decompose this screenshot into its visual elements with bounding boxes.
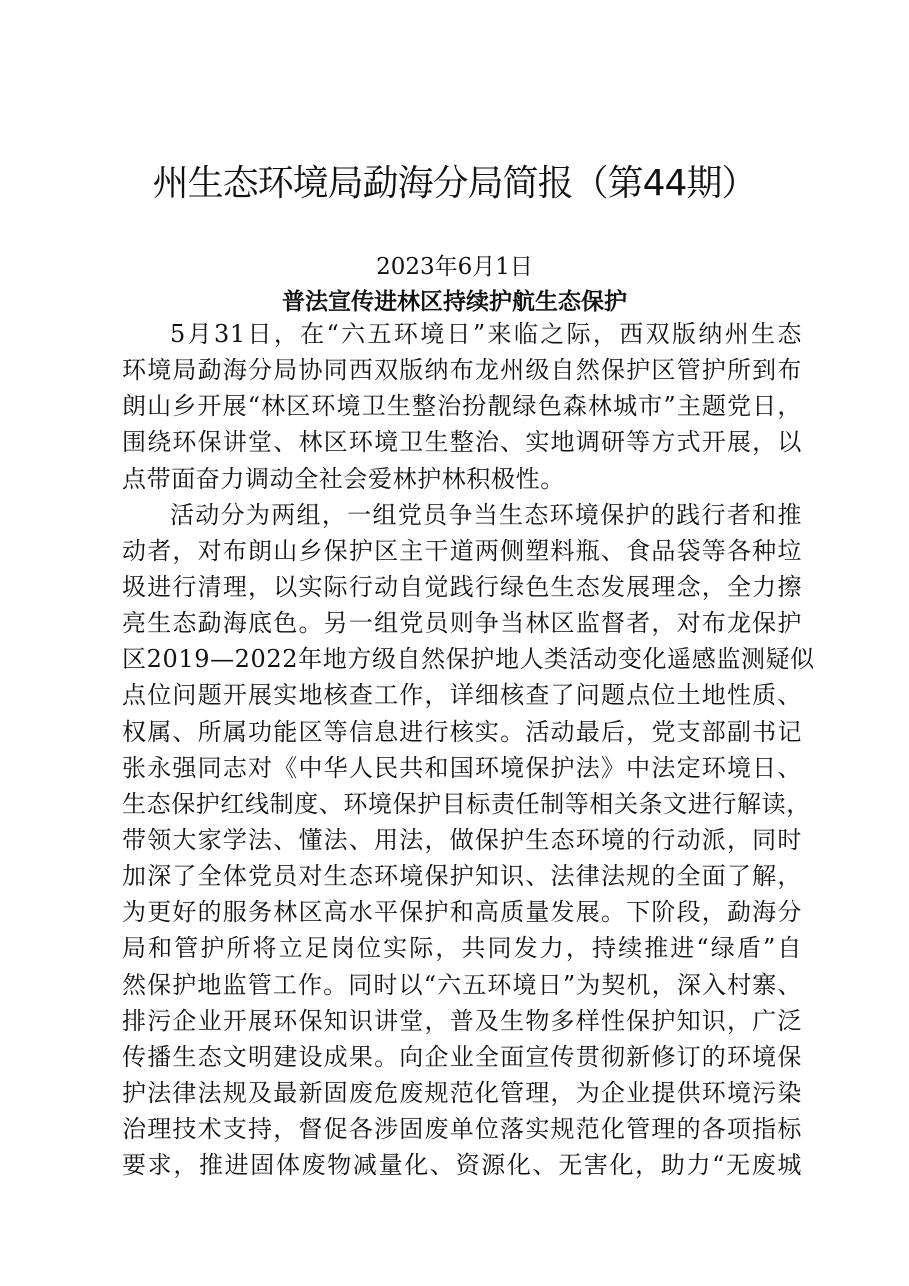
article-subtitle: 普法宣传进林区持续护航生态保护: [282, 288, 627, 315]
paragraph-1: [122, 316, 802, 497]
text-line: 要求，推进固体废物减量化、资源化、无害化，助力“无废城: [122, 1151, 802, 1180]
text-line: 环境局勐海分局协同西双版纳布龙州级自然保护区管护所到布: [122, 356, 802, 385]
paragraph-2: [122, 497, 815, 1184]
text-line: 局和管护所将立足岗位实际，共同发力，持续推进“绿盾”自: [122, 934, 802, 963]
text-line: 活动分为两组，一组党员争当生态环境保护的践行者和推: [170, 500, 802, 529]
text-line: 权属、所属功能区等信息进行核实。活动最后，党支部副书记: [122, 717, 802, 746]
text-line: 围绕环保讲堂、林区环境卫生整治、实地调研等方式开展，以: [122, 428, 802, 457]
document-title: 州生态环境局勐海分局简报（第44期）: [152, 163, 757, 204]
text-line: 点位问题开展实地核查工作，详细核查了问题点位土地性质、: [122, 681, 802, 710]
text-line: 为更好的服务林区高水平保护和高质量发展。下阶段，勐海分: [122, 898, 802, 927]
text-line: 然保护地监管工作。同时以“六五环境日”为契机，深入村寨、: [122, 970, 802, 999]
text-line: 治理技术支持，督促各涉固废单位落实规范化管理的各项指标: [122, 1115, 802, 1144]
text-line: 带领大家学法、懂法、用法，做保护生态环境的行动派，同时: [122, 825, 802, 854]
text-line: 传播生态文明建设成果。向企业全面宣传贯彻新修订的环境保: [122, 1042, 802, 1071]
document-date: 2023年6月1日: [376, 254, 533, 280]
article-body: [122, 316, 815, 1183]
text-line: 护法律法规及最新固废危废规范化管理，为企业提供环境污染: [122, 1078, 802, 1107]
text-line: 5月31日，在“六五环境日”来临之际，西双版纳州生态: [170, 320, 802, 348]
text-line: 加深了全体党员对生态环境保护知识、法律法规的全面了解，: [122, 862, 802, 891]
text-line: 生态保护红线制度、环境保护目标责任制等相关条文进行解读，: [122, 789, 811, 818]
text-line: 朗山乡开展“林区环境卫生整治扮靓绿色森林城市”主题党日，: [122, 392, 802, 421]
text-line: 区2019—2022年地方级自然保护地人类活动变化遥感监测疑似: [122, 645, 815, 674]
text-line: 点带面奋力调动全社会爱林护林积极性。: [122, 464, 565, 493]
text-line: 张永强同志对《中华人民共和国环境保护法》中法定环境日、: [122, 753, 802, 782]
text-line: 排污企业开展环保知识讲堂，普及生物多样性保护知识，广泛: [122, 1006, 802, 1035]
text-line: 圾进行清理，以实际行动自觉践行绿色生态发展理念，全力擦: [122, 572, 802, 601]
text-line: 动者，对布朗山乡保护区主干道两侧塑料瓶、食品袋等各种垃: [122, 536, 802, 565]
text-line: 亮生态勐海底色。另一组党员则争当林区监督者，对布龙保护: [122, 609, 802, 638]
